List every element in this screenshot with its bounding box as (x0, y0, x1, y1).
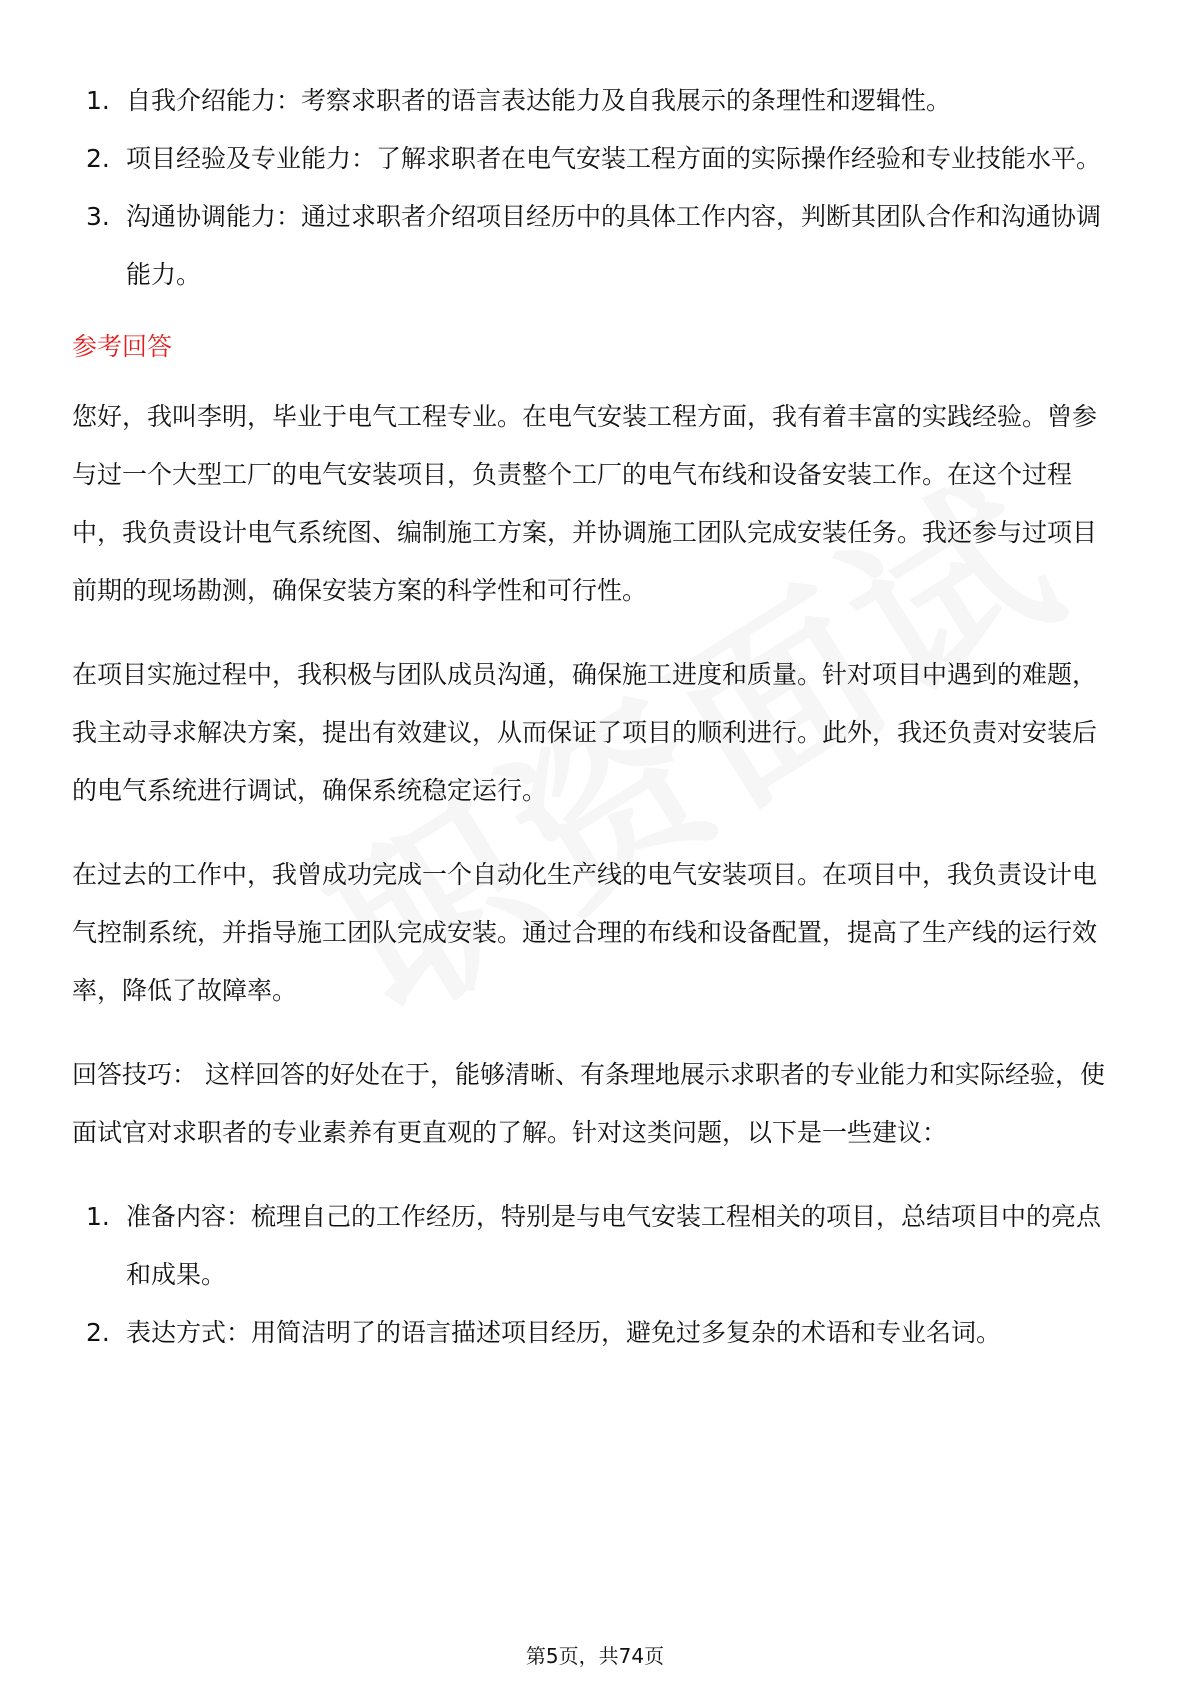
list-text: 沟通协调能力：通过求职者介绍项目经历中的具体工作内容，判断其团队合作和沟通协调能力。 (126, 202, 1102, 289)
list-number: 2. (86, 144, 110, 173)
list-number: 2. (86, 1318, 110, 1347)
list-item (72, 130, 1118, 188)
page-footer: 第5页，共74页 (525, 1644, 665, 1668)
list-number: 1. (86, 1202, 110, 1231)
list-text: 表达方式：用简洁明了的语言描述项目经历，避免过多复杂的术语和专业名词。 (126, 1318, 1002, 1347)
section-heading: 参考回答 (72, 332, 173, 361)
list-number: 1. (86, 86, 110, 115)
answer-paragraph: 在过去的工作中，我曾成功完成一个自动化生产线的电气安装项目。在项目中，我负责设计电气控制系统，并指导施工团队完成安装。通过合理的布线和设备配置，提高了生产线的运行效率，降低了故障率。 (72, 860, 1098, 1005)
criteria-list (72, 72, 1118, 304)
answer-paragraph: 您好，我叫李明，毕业于电气工程专业。在电气安装工程方面，我有着丰富的实践经验。曾参与过一个大型工厂的电气安装项目，负责整个工厂的电气布线和设备安装工作。在这个过程中，我负责设计电气系统图、编制施工方案，并协调施工团队完成安装任务。我还参与过项目前期的现场勘测，确保安装方案的科学性和可行性。 (72, 402, 1098, 605)
list-item (72, 72, 1118, 130)
list-item (72, 188, 1118, 304)
list-number: 3. (86, 202, 110, 231)
list-text: 准备内容：梳理自己的工作经历，特别是与电气安装工程相关的项目，总结项目中的亮点和成果。 (126, 1202, 1102, 1289)
tips-paragraph: 回答技巧： 这样回答的好处在于，能够清晰、有条理地展示求职者的专业能力和实际经验，使面试官对求职者的专业素养有更直观的了解。针对这类问题，以下是一些建议： (72, 1060, 1105, 1147)
list-text: 项目经验及专业能力：了解求职者在电气安装工程方面的实际操作经验和专业技能水平。 (126, 144, 1102, 173)
page-content (72, 72, 1118, 1362)
suggestion-list (72, 1188, 1118, 1362)
list-text: 自我介绍能力：考察求职者的语言表达能力及自我展示的条理性和逻辑性。 (126, 86, 952, 115)
list-item (72, 1304, 1118, 1362)
list-item (72, 1188, 1118, 1304)
answer-paragraph: 在项目实施过程中，我积极与团队成员沟通，确保施工进度和质量。针对项目中遇到的难题，我主动寻求解决方案，提出有效建议，从而保证了项目的顺利进行。此外，我还负责对安装后的电气系统进行调试，确保系统稳定运行。 (72, 660, 1098, 805)
